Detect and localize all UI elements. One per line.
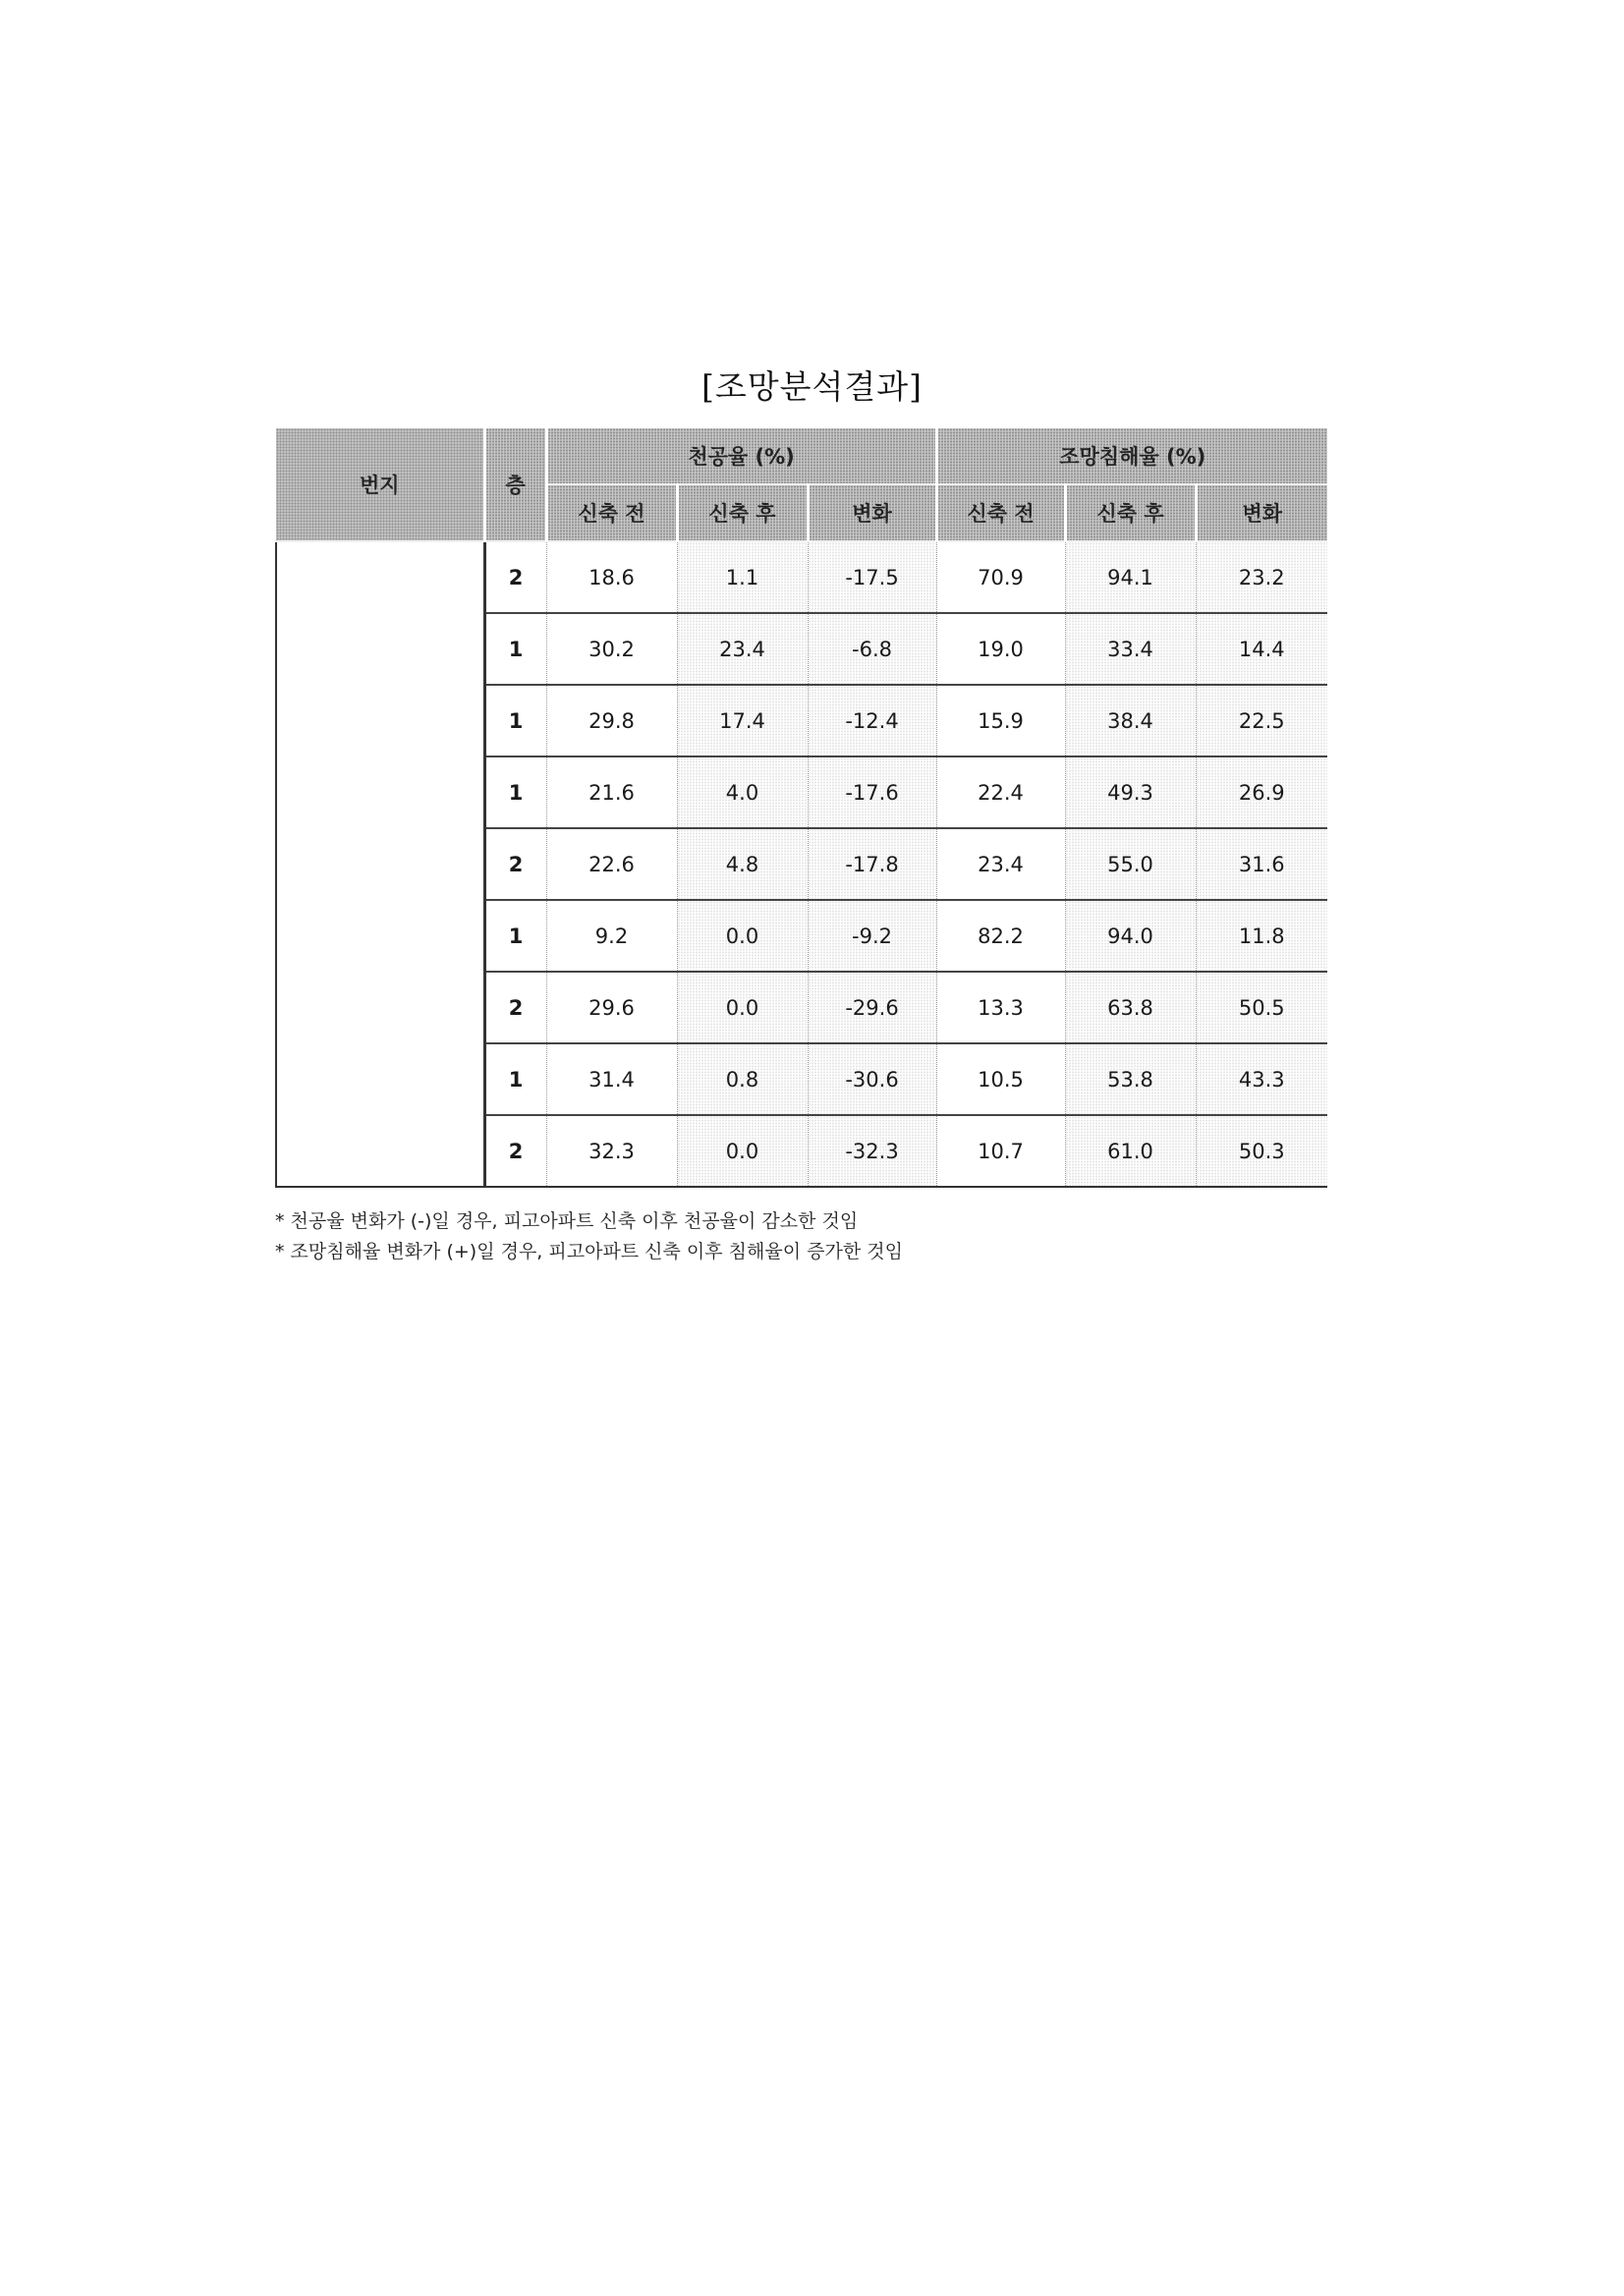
lot-column-header: 번지 — [276, 428, 484, 541]
sky-change-cell: -17.8 — [808, 828, 936, 900]
view-before-cell: 13.3 — [936, 972, 1065, 1043]
sky-after-cell: 4.8 — [677, 828, 808, 900]
view-before-cell: 10.7 — [936, 1115, 1065, 1187]
lot-cell-blank — [276, 541, 484, 1187]
view-before-cell: 10.5 — [936, 1043, 1065, 1115]
sky-change-cell: -17.5 — [808, 541, 936, 613]
sky-after-cell: 1.1 — [677, 541, 808, 613]
sky-after-cell: 0.0 — [677, 972, 808, 1043]
sky-change-cell: -17.6 — [808, 756, 936, 828]
view-before-cell: 15.9 — [936, 685, 1065, 756]
footnotes — [275, 1206, 903, 1267]
floor-cell: 2 — [484, 541, 546, 613]
view-after-cell: 49.3 — [1065, 756, 1196, 828]
view-change-cell: 11.8 — [1196, 900, 1327, 972]
floor-cell: 1 — [484, 1043, 546, 1115]
view-before-cell: 82.2 — [936, 900, 1065, 972]
view-change-cell: 43.3 — [1196, 1043, 1327, 1115]
table-row — [276, 541, 1327, 613]
floor-cell: 1 — [484, 756, 546, 828]
view-change-cell: 26.9 — [1196, 756, 1327, 828]
sky-before-cell: 30.2 — [546, 613, 677, 685]
sky-after-cell: 23.4 — [677, 613, 808, 685]
sky-ratio-group-header: 천공율 (%) — [546, 428, 936, 484]
sky-after-cell: 4.0 — [677, 756, 808, 828]
view-after-cell: 94.0 — [1065, 900, 1196, 972]
table-body — [276, 541, 1327, 1187]
sky-before-cell: 31.4 — [546, 1043, 677, 1115]
view-change-cell: 22.5 — [1196, 685, 1327, 756]
sky-before-cell: 29.8 — [546, 685, 677, 756]
sky-before-cell: 22.6 — [546, 828, 677, 900]
view-after-cell: 38.4 — [1065, 685, 1196, 756]
sky-change-cell: -12.4 — [808, 685, 936, 756]
sky-change-cell: -32.3 — [808, 1115, 936, 1187]
sky-change-cell: -6.8 — [808, 613, 936, 685]
view-after-cell: 55.0 — [1065, 828, 1196, 900]
view-before-header: 신축 전 — [936, 484, 1065, 541]
view-infringement-group-header: 조망침해율 (%) — [936, 428, 1327, 484]
sky-after-cell: 0.0 — [677, 900, 808, 972]
sky-before-header: 신축 전 — [546, 484, 677, 541]
sky-after-header: 신축 후 — [677, 484, 808, 541]
sky-before-cell: 29.6 — [546, 972, 677, 1043]
floor-cell: 1 — [484, 613, 546, 685]
floor-cell: 2 — [484, 828, 546, 900]
sky-after-cell: 17.4 — [677, 685, 808, 756]
view-after-cell: 63.8 — [1065, 972, 1196, 1043]
sky-after-cell: 0.8 — [677, 1043, 808, 1115]
view-change-cell: 31.6 — [1196, 828, 1327, 900]
view-before-cell: 23.4 — [936, 828, 1065, 900]
view-before-cell: 70.9 — [936, 541, 1065, 613]
floor-cell: 2 — [484, 1115, 546, 1187]
sky-change-cell: -30.6 — [808, 1043, 936, 1115]
footnote-sky-ratio: * 천공율 변화가 (-)일 경우, 피고아파트 신축 이후 천공율이 감소한 것임 — [275, 1210, 859, 1232]
floor-cell: 1 — [484, 900, 546, 972]
view-after-cell: 53.8 — [1065, 1043, 1196, 1115]
view-analysis-table — [275, 428, 1327, 1188]
sky-change-cell: -9.2 — [808, 900, 936, 972]
sky-change-header: 변화 — [808, 484, 936, 541]
floor-cell: 1 — [484, 685, 546, 756]
floor-cell: 2 — [484, 972, 546, 1043]
page-title: [조망분석결과] — [700, 367, 924, 406]
view-change-cell: 50.5 — [1196, 972, 1327, 1043]
floor-column-header: 층 — [484, 428, 546, 541]
view-change-header: 변화 — [1196, 484, 1327, 541]
view-change-cell: 23.2 — [1196, 541, 1327, 613]
view-change-cell: 50.3 — [1196, 1115, 1327, 1187]
view-after-cell: 94.1 — [1065, 541, 1196, 613]
view-change-cell: 14.4 — [1196, 613, 1327, 685]
sky-change-cell: -29.6 — [808, 972, 936, 1043]
view-after-cell: 61.0 — [1065, 1115, 1196, 1187]
view-before-cell: 22.4 — [936, 756, 1065, 828]
sky-before-cell: 9.2 — [546, 900, 677, 972]
view-before-cell: 19.0 — [936, 613, 1065, 685]
footnote-view-infringement: * 조망침해율 변화가 (+)일 경우, 피고아파트 신축 이후 침해율이 증가한 것임 — [275, 1241, 903, 1262]
view-after-header: 신축 후 — [1065, 484, 1196, 541]
sky-before-cell: 21.6 — [546, 756, 677, 828]
sky-after-cell: 0.0 — [677, 1115, 808, 1187]
view-after-cell: 33.4 — [1065, 613, 1196, 685]
sky-before-cell: 32.3 — [546, 1115, 677, 1187]
sky-before-cell: 18.6 — [546, 541, 677, 613]
